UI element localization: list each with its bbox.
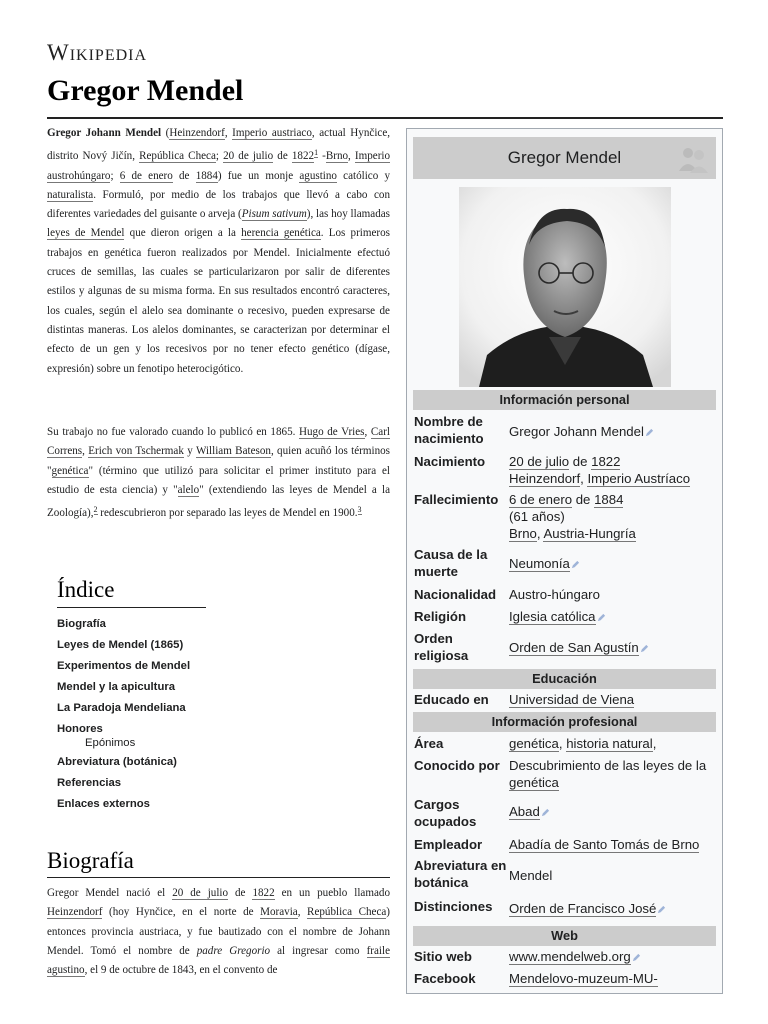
toc-item-leyes-de-mendel[interactable]: Leyes de Mendel (1865) — [57, 639, 184, 651]
link-austria-hungria[interactable]: Austria-Hungría — [543, 526, 636, 541]
reference-1[interactable]: 1 — [314, 148, 319, 158]
link-heinzendorf[interactable]: Heinzendorf — [509, 471, 581, 486]
text: (61 años) — [509, 509, 565, 524]
value-distinciones — [509, 900, 721, 917]
intro-paragraph-2 — [47, 423, 390, 523]
text: . Los primeros trabajos en genética fueron realizados por Mendel. Inicialmente efectuó cruces de semillas, las cuales se particularizaron por salir de diferentes estilos y algunas de su misma forma. En sus resultados encontró caracteres, los cuales, según el alelo sea dominante o recesivo, pueden expresarse de distintas maneras. Los alelos dominantes, se caracterizan por determinar el efecto de un gen y los recesivos por no tener efecto genético (dígase, expresión) sobre un fenotipo heterocigótico. — [47, 227, 390, 375]
link-fraile-agustino[interactable]: fraile agustino — [47, 944, 391, 977]
link-naturalista[interactable]: naturalista — [47, 188, 94, 201]
label-orden: Orden religiosa — [414, 631, 469, 663]
label-facebook: Facebook — [414, 971, 476, 986]
infobox-section-personal: Información personal — [413, 390, 716, 410]
reference-2[interactable]: 2 — [93, 505, 98, 515]
text: , — [348, 150, 355, 163]
page-title: Gregor Mendel — [47, 74, 244, 107]
section-heading-biografia: Biografía — [47, 848, 134, 873]
text: (hoy Hynčice, en el norte de — [102, 906, 261, 919]
value-empleador — [509, 836, 721, 853]
link-mendelweb[interactable]: www.mendelweb.org — [509, 949, 631, 964]
text: de — [572, 492, 595, 507]
link-genetica[interactable]: genética — [509, 775, 559, 790]
text: de — [172, 169, 196, 182]
link-pisum-sativum[interactable]: Pisum sativum — [241, 208, 307, 221]
label-nombre: Nombre de nacimiento — [414, 414, 484, 446]
link-1884[interactable]: 1884 — [594, 492, 624, 507]
edit-pencil-icon[interactable] — [571, 560, 580, 569]
label-religion: Religión — [414, 609, 467, 624]
link-genetica[interactable]: genética — [51, 464, 89, 477]
text: en un pueblo llamado — [274, 887, 390, 899]
edit-pencil-icon[interactable] — [657, 905, 666, 914]
link-20-de-julio[interactable]: 20 de julio — [509, 454, 570, 469]
text: al ingresar como — [270, 944, 367, 957]
value-orden — [509, 639, 721, 656]
label-area: Área — [414, 736, 444, 751]
title-divider — [47, 117, 723, 119]
edit-pencil-icon[interactable] — [632, 953, 641, 962]
text: , — [536, 526, 544, 541]
biografia-paragraph — [47, 884, 390, 980]
edit-pencil-icon[interactable] — [541, 808, 550, 817]
link-orden-san-agustin[interactable]: Orden de San Agustín — [509, 640, 639, 655]
link-erich-von-tschermak[interactable]: Erich von Tschermak — [88, 445, 184, 458]
label-fallecimiento: Fallecimiento — [414, 492, 499, 507]
link-1822[interactable]: 1822 — [591, 454, 621, 469]
label-conocido: Conocido por — [414, 758, 500, 773]
text: ) fue un monje — [217, 169, 300, 182]
text: , — [652, 736, 657, 751]
text: , — [224, 127, 233, 139]
value-causa — [509, 555, 721, 572]
toc-item-referencias[interactable]: Referencias — [57, 777, 122, 789]
toc-item-experimentos[interactable]: Experimentos de Mendel — [57, 660, 191, 672]
infobox-section-educacion: Educación — [413, 669, 716, 689]
toc-item-apicultura[interactable]: Mendel y la apicultura — [57, 681, 176, 693]
toc-item-honores[interactable]: Honores — [57, 723, 103, 735]
link-republica-checa[interactable]: República Checa — [139, 150, 216, 163]
link-alelo[interactable]: alelo — [177, 483, 200, 496]
toc-item-abreviatura[interactable]: Abreviatura (botánica) — [57, 756, 177, 768]
text: , — [558, 736, 567, 751]
text: de — [569, 454, 592, 469]
link-imperio-austrohungaro[interactable]: Imperio austrohúngaro — [47, 150, 391, 182]
value-cargos — [509, 803, 721, 820]
text: , el 9 de octubre de 1843, en el convento de — [84, 964, 278, 977]
toc-item-biografia[interactable]: Biografía — [57, 618, 106, 630]
value-fallecimiento — [509, 491, 721, 542]
link-abadia-santo-tomas[interactable]: Abadía de Santo Tomás de Brno — [509, 837, 700, 852]
value-abreviatura: Mendel — [509, 868, 553, 883]
link-imperio-austriaco[interactable]: Imperio Austríaco — [587, 471, 691, 486]
text: , — [580, 471, 588, 486]
text: , actual Hynčice, distrito Nový Jičín, — [47, 127, 391, 163]
text: " (término que utilizó para solicitar el primer instituto para el estudio de esta ciencia) y " — [47, 464, 390, 496]
section-divider — [47, 877, 390, 878]
link-brno[interactable]: Brno — [325, 150, 349, 163]
toc-divider — [57, 607, 206, 608]
text: redescubrieron por separado las leyes de Mendel en 1900. — [97, 507, 358, 520]
infobox-title: Gregor Mendel — [507, 148, 622, 167]
subject-name: Gregor Johann Mendel — [47, 127, 162, 139]
link-20-de-julio[interactable]: 20 de julio — [223, 150, 274, 163]
text: , quien acuñó los términos " — [47, 445, 390, 477]
value-conocido — [509, 757, 721, 791]
value-area — [509, 735, 721, 752]
infobox-section-profesional: Información profesional — [413, 712, 716, 732]
label-abreviatura: Abreviatura en botánica — [414, 858, 507, 890]
value-religion — [509, 608, 721, 625]
text: ; — [215, 150, 224, 163]
edit-pencil-icon[interactable] — [597, 613, 606, 622]
infobox-header — [413, 137, 716, 179]
link-genetica[interactable]: genética — [509, 736, 559, 751]
text: y — [183, 445, 196, 458]
text: ), las hoy llamadas — [306, 208, 390, 221]
label-empleador: Empleador — [414, 837, 483, 852]
link-orden-francisco-jose[interactable]: Orden de Francisco José — [509, 901, 657, 916]
value-nacimiento — [509, 453, 721, 487]
link-agustino[interactable]: agustino — [299, 169, 337, 182]
wikipedia-wordmark[interactable]: Wikipedia — [47, 40, 148, 65]
text: católico y — [336, 169, 391, 182]
text: Su trabajo no fue valorado cuando lo publicó en 1865. — [47, 426, 299, 438]
text: de — [228, 887, 253, 899]
infobox-section-web: Web — [413, 926, 716, 946]
label-sitio-web: Sitio web — [414, 949, 472, 964]
text: Descubrimiento de las leyes de la — [509, 758, 707, 773]
text: , — [82, 445, 89, 458]
link-facebook[interactable]: Mendelovo-muzeum-MU- — [509, 971, 658, 986]
label-nacimiento: Nacimiento — [414, 454, 486, 469]
edit-pencil-icon[interactable] — [645, 428, 654, 437]
edit-pencil-icon[interactable] — [640, 644, 649, 653]
link-heinzendorf[interactable]: Heinzendorf — [47, 906, 103, 919]
reference-3[interactable]: 3 — [357, 505, 362, 515]
link-herencia-genetica[interactable]: herencia genética — [241, 227, 321, 240]
link-universidad-de-viena[interactable]: Universidad de Viena — [509, 692, 635, 707]
link-heinzendorf[interactable]: Heinzendorf — [169, 127, 225, 139]
label-distinciones: Distinciones — [414, 899, 493, 914]
infobox — [406, 128, 723, 994]
label-cargos: Cargos ocupados — [414, 797, 477, 829]
link-moravia[interactable]: Moravia — [260, 906, 298, 919]
value-nombre — [509, 423, 721, 440]
toc-heading: Índice — [57, 577, 115, 602]
text: - — [318, 150, 326, 163]
table-of-contents — [57, 577, 257, 815]
value-nacionalidad: Austro-húngaro — [509, 587, 600, 602]
text: ) entonces provincia austriaca, y fue bautizado con el nombre de Johann Mendel. Tomó el nombre de — [47, 906, 390, 957]
text: " (extendiendo las leyes de Mendel a la Zoología), — [47, 483, 390, 520]
link-1884[interactable]: 1884 — [195, 169, 218, 182]
text: ; — [110, 169, 120, 182]
toc-item-eponimos[interactable]: Epónimos — [85, 737, 136, 749]
link-leyes-de-mendel[interactable]: leyes de Mendel — [47, 227, 125, 240]
text: ( — [161, 127, 170, 139]
link-6-de-enero[interactable]: 6 de enero — [509, 492, 573, 507]
person-icon — [676, 143, 710, 173]
text: , — [297, 906, 308, 919]
link-imperio-austriaco[interactable]: Imperio austriaco — [232, 127, 312, 139]
link-historia-natural[interactable]: historia natural — [566, 736, 653, 751]
text-italic: padre Gregorio — [196, 944, 271, 957]
link-brno[interactable]: Brno — [509, 526, 537, 541]
link-republica-checa[interactable]: República Checa — [307, 906, 387, 919]
link-6-de-enero[interactable]: 6 de enero — [119, 169, 173, 182]
text: Gregor Mendel nació el — [47, 887, 173, 899]
link-william-bateson[interactable]: William Bateson — [195, 445, 271, 458]
text: . Formuló, por medio de los trabajos que llevó a cabo con diferentes variedades del guisante o arveja ( — [47, 188, 390, 221]
text: que dieron origen a la — [124, 227, 242, 240]
link-1822[interactable]: 1822 — [252, 887, 275, 899]
link-hugo-de-vries[interactable]: Hugo de Vries — [299, 426, 365, 438]
label-causa: Causa de la muerte — [414, 547, 488, 579]
toc-item-enlaces-externos[interactable]: Enlaces externos — [57, 798, 150, 810]
link-20-de-julio[interactable]: 20 de julio — [172, 887, 229, 899]
toc-item-paradoja[interactable]: La Paradoja Mendeliana — [57, 702, 186, 714]
value-educado — [509, 691, 721, 708]
portrait-image[interactable] — [459, 187, 671, 387]
link-abad[interactable]: Abad — [509, 804, 540, 819]
value-facebook — [509, 970, 721, 987]
link-iglesia-catolica[interactable]: Iglesia católica — [509, 609, 596, 624]
label-nacionalidad: Nacionalidad — [414, 587, 497, 602]
link-1822[interactable]: 1822 — [291, 150, 315, 163]
value-sitio-web — [509, 948, 721, 965]
label-educado: Educado en — [414, 692, 489, 707]
value-text: Gregor Johann Mendel — [509, 424, 644, 439]
intro-paragraph-1 — [47, 124, 390, 379]
link-carl-correns[interactable]: Carl Correns — [47, 426, 390, 458]
link-neumonia[interactable]: Neumonía — [509, 556, 570, 571]
text: de — [273, 150, 292, 163]
text: , — [364, 426, 371, 438]
